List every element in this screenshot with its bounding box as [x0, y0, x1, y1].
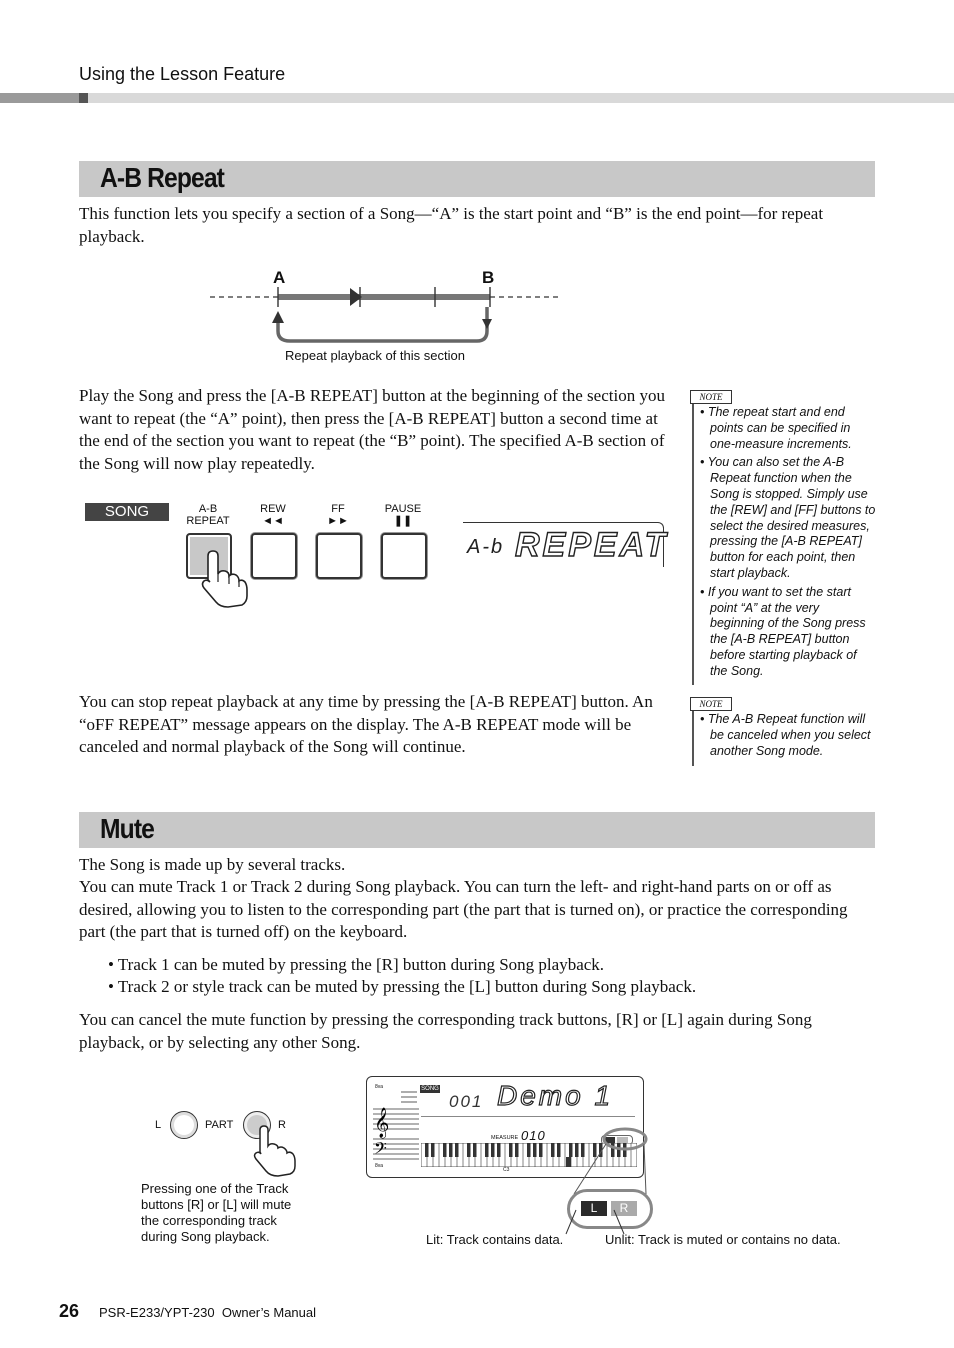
lcd-repeat-text: REPEAT — [515, 526, 669, 564]
lit-caption: Lit: Track contains data. — [426, 1232, 564, 1247]
rew-button[interactable] — [251, 533, 297, 579]
point-b-label: B — [482, 268, 495, 287]
pressing-hand-icon-part — [252, 1125, 302, 1177]
svg-text:𝄞: 𝄞 — [374, 1108, 390, 1138]
manual-title: PSR-E233/YPT-230 Owner’s Manual — [99, 1305, 317, 1320]
pressing-hand-icon — [200, 550, 252, 608]
staff-icon — [371, 1089, 421, 1164]
lcd-measure-label: MEASURE — [491, 1135, 519, 1141]
running-header-title: Using the Lesson Feature — [79, 64, 286, 84]
pause-button-label: PAUSE ❚❚ — [384, 503, 422, 527]
note-tag-2: NOTE — [690, 697, 732, 711]
svg-text:𝄢: 𝄢 — [374, 1138, 387, 1162]
ff-button[interactable] — [316, 533, 362, 579]
section-title-mute: Mute — [100, 813, 154, 844]
part-left-label: L — [155, 1119, 162, 1131]
header-rule-accent — [0, 93, 88, 103]
point-a-label: A — [273, 268, 286, 287]
note-rule-1 — [692, 397, 694, 685]
lcd-ab-label: A-b — [467, 536, 505, 558]
lcd-8va-bottom: 8va — [375, 1163, 384, 1169]
lcd-divider — [421, 1116, 635, 1117]
unlit-caption: Unlit: Track is muted or contains no data. — [605, 1232, 841, 1247]
section-bar-mute — [79, 812, 875, 848]
part-right-label: R — [278, 1119, 286, 1131]
note-1 — [700, 405, 876, 683]
ab-diagram-caption: Repeat playback of this section — [285, 348, 465, 363]
note-2-item: • The A-B Repeat function will be canceled when you select another Song mode. — [700, 712, 871, 758]
ab-repeat-cancel-text: You can stop repeat playback at any time by pressing the [A-B REPEAT] button. An “oFF REPEAT” message appears on the display. The A-B REPEAT mode will be canceled and normal playback of the Song will continue. — [79, 692, 653, 756]
song-mode-label: SONG — [85, 503, 169, 521]
part-caption: Pressing one of the Track buttons [R] or [L] will mute the corresponding track during Song playback. — [141, 1181, 292, 1244]
part-label: PART — [205, 1119, 234, 1131]
note-tag-1: NOTE — [690, 390, 732, 404]
ff-button-label: FF ►► — [327, 503, 349, 527]
track-l-button[interactable] — [170, 1111, 198, 1139]
mute-intro-line: The Song is made up by several tracks. — [79, 855, 346, 874]
lcd-repeat-display — [463, 522, 669, 567]
zoom-r-unlit: R — [611, 1201, 637, 1216]
mute-bullet-2: • Track 2 or style track can be muted by pressing the [L] button during Song playback. — [108, 977, 697, 996]
lcd-c3-label: C3 — [503, 1167, 510, 1173]
ab-repeat-diagram — [200, 265, 570, 370]
note-2 — [700, 712, 876, 762]
mute-cancel-text: You can cancel the mute function by pressing the corresponding track buttons, [R] or [L] again during Song playback, or by selecting any other Song. — [79, 1010, 812, 1052]
ab-repeat-intro: This function lets you specify a section of a Song—“A” is the start point and “B” is the end point—for repeat playback. — [79, 204, 824, 246]
note-rule-2 — [692, 704, 694, 766]
rew-button-label: REW ◄◄ — [260, 503, 286, 527]
pause-button[interactable] — [381, 533, 427, 579]
header-rule-notch — [79, 93, 88, 103]
note-1-item: • If you want to set the start point “A” at the very beginning of the Song press the [A-B REPEAT] button before starting playback of the Song. — [700, 584, 866, 678]
lcd-song-number: 001 — [449, 1092, 484, 1111]
ab-repeat-button-label: A-B REPEAT — [186, 503, 230, 527]
page-number: 26 — [59, 1301, 80, 1321]
mute-description: You can mute Track 1 or Track 2 during Song playback. You can turn the left- and right-hand parts on or off as desired, allowing you to listen to the corresponding part (the part that is turned on), or practice the corresponding part (the part that is turned off) on the keyboard. — [79, 877, 848, 941]
note-1-item: • You can also set the A-B Repeat function when the Song is stopped. Simply use the [REW] and [FF] buttons to select the desired measures, pressing the [A-B REPEAT] button for each point, then start playback. — [700, 455, 876, 580]
ab-repeat-instructions: Play the Song and press the [A-B REPEAT] button at the beginning of the section you want to repeat (the “A” point), then press the [A-B REPEAT] button a second time at the end of the section you want to repeat (the “B” point). The specified A-B section of the Song will now play repeatedly. — [79, 386, 665, 473]
note-1-item: • The repeat start and end points can be specified in one-measure increments. — [700, 405, 852, 451]
zoom-l-lit: L — [581, 1201, 607, 1216]
lcd-measure-value: 010 — [521, 1128, 546, 1143]
lcd-8va-top: 8va — [375, 1084, 384, 1090]
header-rule — [0, 93, 954, 103]
mute-bullet-1: • Track 1 can be muted by pressing the [R] button during Song playback. — [108, 955, 605, 974]
lcd-song-badge: SONG — [421, 1086, 439, 1092]
ab-diagram-graphic — [200, 265, 570, 345]
lcd-song-name: Demo 1 — [497, 1080, 614, 1111]
section-title-ab-repeat: A-B Repeat — [100, 162, 225, 193]
